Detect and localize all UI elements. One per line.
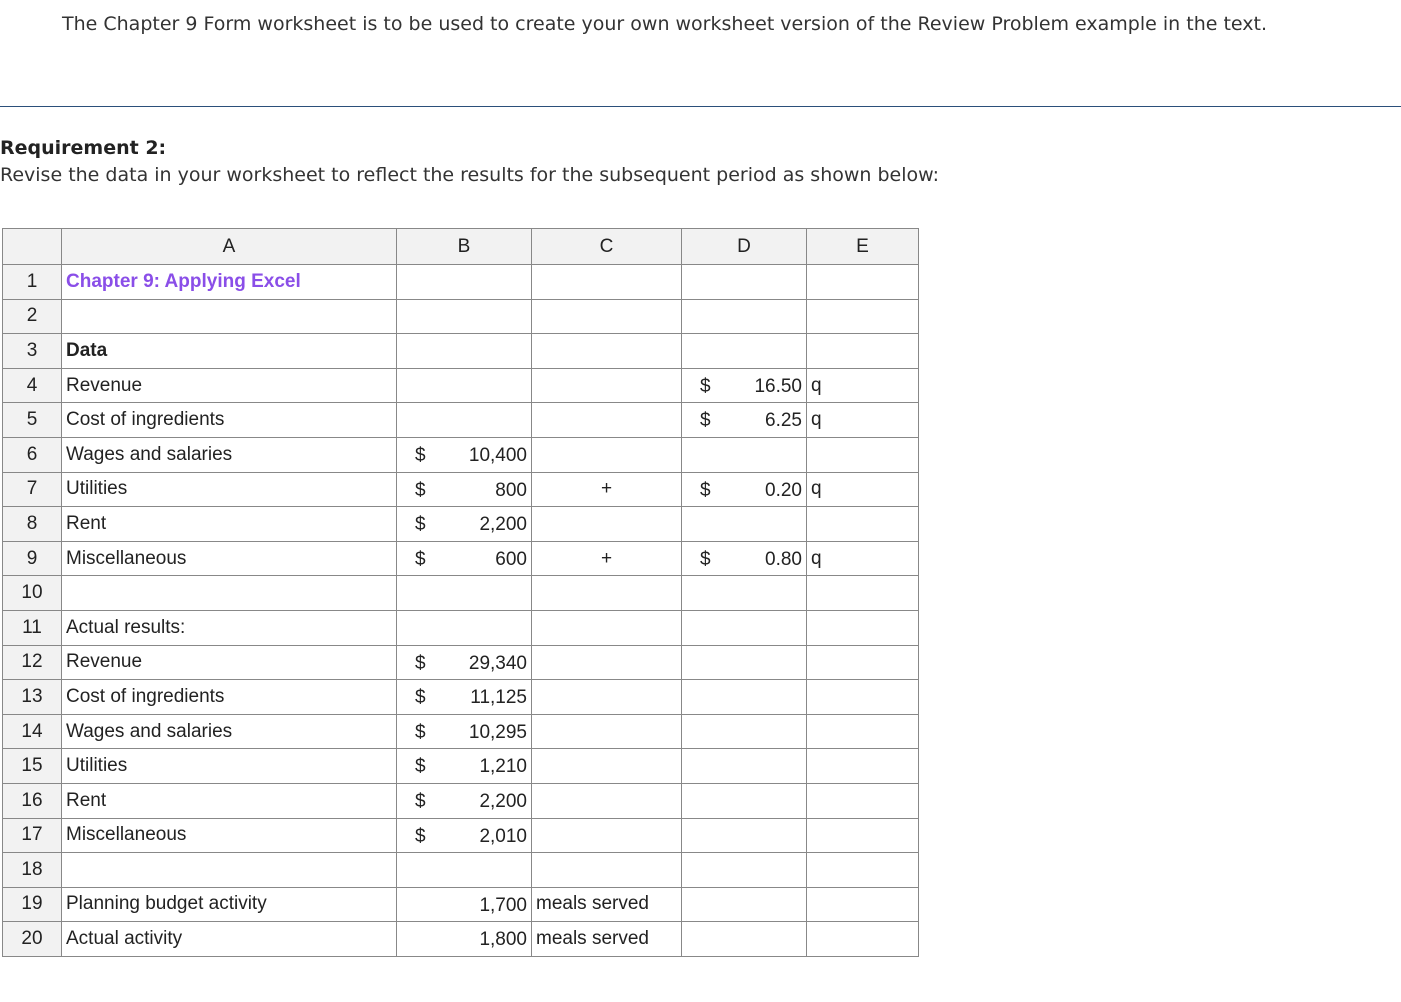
- cell-b-value: 10,295: [468, 721, 527, 743]
- cell-c[interactable]: [532, 680, 682, 715]
- cell-e-text: q: [811, 547, 822, 569]
- cell-e-text: q: [811, 409, 822, 431]
- currency-symbol: $: [700, 375, 711, 397]
- table-row: [3, 437, 919, 472]
- cell-b[interactable]: [397, 576, 532, 611]
- table-row: [3, 541, 919, 576]
- table-row: [3, 887, 919, 922]
- currency-symbol: $: [415, 825, 426, 847]
- cell-e[interactable]: [807, 818, 919, 853]
- cell-a-text: Utilities: [66, 755, 128, 777]
- currency-symbol: $: [700, 410, 711, 432]
- cell-b[interactable]: [397, 645, 532, 680]
- cell-a[interactable]: [62, 299, 397, 334]
- cell-c[interactable]: [532, 507, 682, 542]
- cell-d[interactable]: [682, 783, 807, 818]
- cell-b[interactable]: [397, 610, 532, 645]
- table-row: [3, 749, 919, 784]
- cell-a[interactable]: [62, 887, 397, 922]
- row-header[interactable]: 7: [3, 472, 62, 507]
- cell-e[interactable]: [807, 680, 919, 715]
- cell-d[interactable]: [682, 749, 807, 784]
- table-row: [3, 645, 919, 680]
- table-row: [3, 922, 919, 957]
- cell-e[interactable]: [807, 334, 919, 369]
- cell-a[interactable]: [62, 576, 397, 611]
- cell-b[interactable]: [397, 783, 532, 818]
- column-header-b[interactable]: B: [397, 229, 532, 265]
- currency-symbol: $: [415, 444, 426, 466]
- cell-a-text: Actual activity: [66, 928, 183, 950]
- unit-label: meals served: [536, 928, 649, 950]
- requirement-title: Requirement 2:: [0, 137, 167, 159]
- cell-c[interactable]: [532, 714, 682, 749]
- corner-cell[interactable]: [3, 229, 62, 265]
- column-header-c[interactable]: C: [532, 229, 682, 265]
- table-row: [3, 403, 919, 438]
- currency-symbol: $: [415, 790, 426, 812]
- cell-b-value: 2,200: [479, 790, 527, 812]
- cell-c[interactable]: [532, 818, 682, 853]
- cell-d[interactable]: [682, 334, 807, 369]
- cell-a[interactable]: [62, 922, 397, 957]
- cell-b[interactable]: [397, 265, 532, 300]
- cell-e[interactable]: [807, 887, 919, 922]
- spreadsheet: [2, 228, 919, 957]
- row-header[interactable]: 3: [3, 334, 62, 369]
- cell-b-value: 2,010: [479, 825, 527, 847]
- cell-d[interactable]: [682, 265, 807, 300]
- cell-e[interactable]: [807, 645, 919, 680]
- cell-c[interactable]: [532, 299, 682, 334]
- cell-a-text: Cost of ingredients: [66, 409, 225, 431]
- cell-e[interactable]: [807, 714, 919, 749]
- cell-d[interactable]: [682, 437, 807, 472]
- divider: [0, 106, 1401, 107]
- cell-d[interactable]: [682, 472, 807, 507]
- row-header[interactable]: 18: [3, 853, 62, 888]
- cell-c[interactable]: [532, 334, 682, 369]
- cell-a-text: Rent: [66, 512, 107, 534]
- cell-b[interactable]: [397, 368, 532, 403]
- row-header[interactable]: 4: [3, 368, 62, 403]
- table-row: [3, 299, 919, 334]
- currency-symbol: $: [700, 548, 711, 570]
- cell-a-text: Chapter 9: Applying Excel: [66, 270, 301, 292]
- cell-a[interactable]: [62, 507, 397, 542]
- cell-e[interactable]: [807, 783, 919, 818]
- intro-text: The Chapter 9 Form worksheet is to be used to create your own worksheet version of the Review Problem example in the text.: [62, 13, 1267, 35]
- row-header[interactable]: 8: [3, 507, 62, 542]
- cell-e[interactable]: [807, 472, 919, 507]
- cell-b-value: 800: [495, 479, 527, 501]
- cell-d[interactable]: [682, 680, 807, 715]
- table-row: [3, 853, 919, 888]
- cell-b-value: 1,210: [479, 756, 527, 778]
- cell-a[interactable]: [62, 749, 397, 784]
- cell-d[interactable]: [682, 541, 807, 576]
- cell-e[interactable]: [807, 507, 919, 542]
- requirement-text: Revise the data in your worksheet to reflect the results for the subsequent period as shown below:: [0, 164, 940, 186]
- row-header[interactable]: 19: [3, 887, 62, 922]
- cell-a[interactable]: [62, 472, 397, 507]
- cell-e[interactable]: [807, 922, 919, 957]
- cell-d[interactable]: [682, 299, 807, 334]
- cell-e[interactable]: [807, 576, 919, 611]
- cell-a-text: Wages and salaries: [66, 720, 233, 742]
- cell-b[interactable]: [397, 680, 532, 715]
- unit-label: meals served: [536, 893, 649, 915]
- table-row: [3, 714, 919, 749]
- cell-b[interactable]: [397, 818, 532, 853]
- cell-a[interactable]: [62, 334, 397, 369]
- row-header[interactable]: 9: [3, 541, 62, 576]
- cell-a[interactable]: [62, 783, 397, 818]
- cell-e[interactable]: [807, 368, 919, 403]
- cell-a[interactable]: [62, 714, 397, 749]
- cell-e[interactable]: [807, 610, 919, 645]
- cell-b-value: 600: [495, 548, 527, 570]
- cell-c[interactable]: [532, 887, 682, 922]
- cell-a[interactable]: [62, 610, 397, 645]
- cell-e-text: q: [811, 374, 822, 396]
- cell-a-text: Cost of ingredients: [66, 685, 225, 707]
- cell-c[interactable]: [532, 853, 682, 888]
- cell-d[interactable]: [682, 507, 807, 542]
- table-row: [3, 507, 919, 542]
- plus-sign: +: [600, 547, 613, 569]
- currency-symbol: $: [415, 548, 426, 570]
- table-row: [3, 265, 919, 300]
- cell-b[interactable]: [397, 749, 532, 784]
- cell-a[interactable]: [62, 437, 397, 472]
- cell-d-value: 0.20: [765, 479, 802, 501]
- cell-d[interactable]: [682, 610, 807, 645]
- plus-sign: +: [600, 478, 613, 500]
- column-header-row: [3, 229, 919, 265]
- cell-d[interactable]: [682, 645, 807, 680]
- table-row: [3, 368, 919, 403]
- cell-c[interactable]: [532, 610, 682, 645]
- cell-b-value: 11,125: [470, 687, 527, 709]
- cell-d[interactable]: [682, 818, 807, 853]
- cell-b[interactable]: [397, 334, 532, 369]
- row-header[interactable]: 10: [3, 576, 62, 611]
- currency-symbol: $: [415, 756, 426, 778]
- cell-c[interactable]: [532, 645, 682, 680]
- row-header[interactable]: 15: [3, 749, 62, 784]
- row-header[interactable]: 17: [3, 818, 62, 853]
- cell-e[interactable]: [807, 299, 919, 334]
- cell-a-text: Data: [66, 339, 108, 361]
- cell-a[interactable]: [62, 403, 397, 438]
- cell-c[interactable]: [532, 368, 682, 403]
- cell-e[interactable]: [807, 749, 919, 784]
- currency-symbol: $: [700, 479, 711, 501]
- cell-d-value: 0.80: [765, 548, 802, 570]
- cell-d-value: 6.25: [765, 410, 802, 432]
- column-header-a[interactable]: A: [62, 229, 397, 265]
- cell-a-text: Actual results:: [66, 616, 186, 638]
- cell-b-value: 29,340: [468, 652, 527, 674]
- cell-d-value: 16.50: [754, 375, 802, 397]
- row-header[interactable]: 1: [3, 265, 62, 300]
- cell-a[interactable]: [62, 645, 397, 680]
- cell-c[interactable]: [532, 472, 682, 507]
- cell-c[interactable]: [532, 541, 682, 576]
- row-header[interactable]: 5: [3, 403, 62, 438]
- cell-b-value: 2,200: [479, 514, 527, 536]
- cell-d[interactable]: [682, 403, 807, 438]
- cell-b[interactable]: [397, 887, 532, 922]
- row-header[interactable]: 14: [3, 714, 62, 749]
- cell-b[interactable]: [397, 403, 532, 438]
- cell-b[interactable]: [397, 472, 532, 507]
- table-row: [3, 680, 919, 715]
- currency-symbol: $: [415, 514, 426, 536]
- currency-symbol: $: [415, 652, 426, 674]
- row-header[interactable]: 12: [3, 645, 62, 680]
- row-header[interactable]: 6: [3, 437, 62, 472]
- cell-a[interactable]: [62, 368, 397, 403]
- row-header[interactable]: 16: [3, 783, 62, 818]
- table-row: [3, 576, 919, 611]
- cell-b[interactable]: [397, 437, 532, 472]
- cell-c[interactable]: [532, 265, 682, 300]
- cell-e[interactable]: [807, 403, 919, 438]
- column-header-d[interactable]: D: [682, 229, 807, 265]
- column-header-e[interactable]: E: [807, 229, 919, 265]
- cell-a-text: Planning budget activity: [66, 893, 267, 915]
- cell-b[interactable]: [397, 714, 532, 749]
- cell-b-value: 1,700: [479, 894, 527, 916]
- cell-a-text: Rent: [66, 789, 107, 811]
- cell-a-text: Revenue: [66, 374, 143, 396]
- cell-c[interactable]: [532, 437, 682, 472]
- cell-a-text: Miscellaneous: [66, 547, 187, 569]
- cell-c[interactable]: [532, 749, 682, 784]
- row-header[interactable]: 20: [3, 922, 62, 957]
- table-row: [3, 783, 919, 818]
- cell-d[interactable]: [682, 714, 807, 749]
- row-header[interactable]: 2: [3, 299, 62, 334]
- table-row: [3, 818, 919, 853]
- cell-c[interactable]: [532, 922, 682, 957]
- table-row: [3, 610, 919, 645]
- cell-a[interactable]: [62, 680, 397, 715]
- table-row: [3, 472, 919, 507]
- cell-a-text: Revenue: [66, 651, 143, 673]
- cell-b[interactable]: [397, 541, 532, 576]
- cell-a[interactable]: [62, 265, 397, 300]
- cell-b[interactable]: [397, 922, 532, 957]
- cell-d[interactable]: [682, 887, 807, 922]
- table-row: [3, 334, 919, 369]
- cell-e[interactable]: [807, 853, 919, 888]
- cell-b-value: 1,800: [479, 929, 527, 951]
- cell-a[interactable]: [62, 818, 397, 853]
- cell-d[interactable]: [682, 368, 807, 403]
- cell-d[interactable]: [682, 576, 807, 611]
- cell-a-text: Utilities: [66, 478, 128, 500]
- currency-symbol: $: [415, 721, 426, 743]
- cell-d[interactable]: [682, 922, 807, 957]
- row-header[interactable]: 11: [3, 610, 62, 645]
- cell-a-text: Wages and salaries: [66, 443, 233, 465]
- cell-b[interactable]: [397, 853, 532, 888]
- cell-c[interactable]: [532, 576, 682, 611]
- cell-e[interactable]: [807, 265, 919, 300]
- cell-a[interactable]: [62, 541, 397, 576]
- cell-e[interactable]: [807, 541, 919, 576]
- cell-d[interactable]: [682, 853, 807, 888]
- cell-b[interactable]: [397, 299, 532, 334]
- row-header[interactable]: 13: [3, 680, 62, 715]
- cell-c[interactable]: [532, 783, 682, 818]
- cell-c[interactable]: [532, 403, 682, 438]
- currency-symbol: $: [415, 479, 426, 501]
- currency-symbol: $: [415, 687, 426, 709]
- cell-e-text: q: [811, 478, 822, 500]
- cell-b[interactable]: [397, 507, 532, 542]
- cell-e[interactable]: [807, 437, 919, 472]
- cell-a[interactable]: [62, 853, 397, 888]
- cell-b-value: 10,400: [468, 444, 527, 466]
- cell-a-text: Miscellaneous: [66, 824, 187, 846]
